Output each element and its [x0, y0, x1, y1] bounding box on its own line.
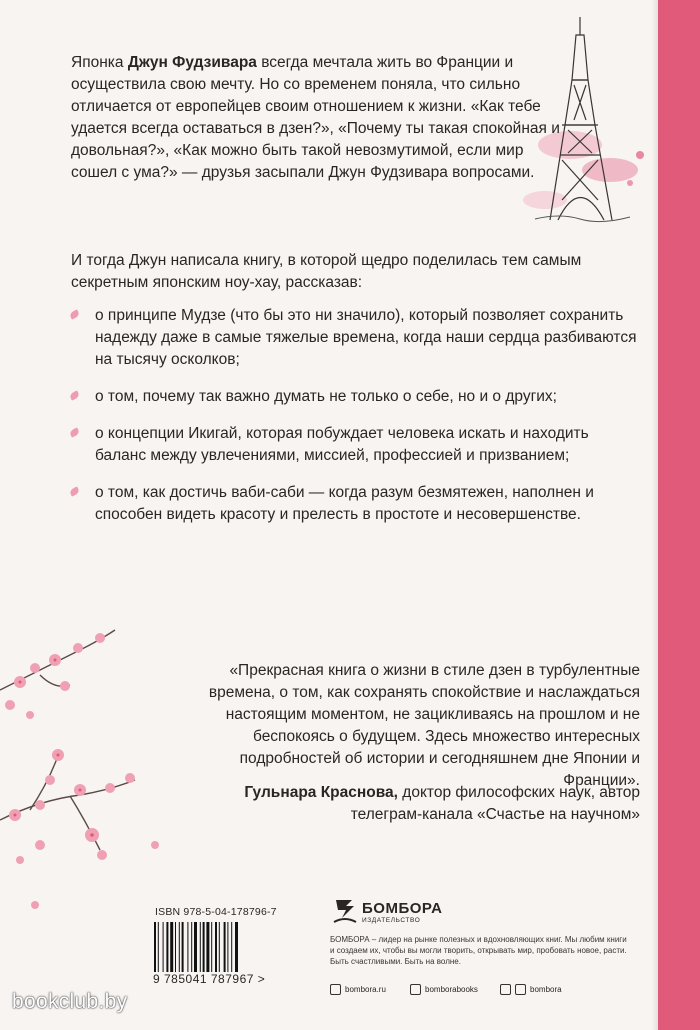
lead-paragraph: И тогда Джун написала книгу, в которой щедро поделилась тем самым секретным японским ноу-хау, рассказав:: [71, 252, 582, 291]
author-name-bold: Джун Фудзивара: [127, 54, 257, 71]
social-telegram-label: bombora: [530, 985, 562, 994]
topics-list: [95, 305, 640, 541]
publisher-logo-text: БОМБОРА: [362, 900, 443, 917]
vk-icon: [410, 984, 421, 995]
bombora-logo-icon: [332, 896, 358, 926]
intro-paragraph: [71, 52, 571, 184]
petal-bullet-icon: [69, 390, 80, 400]
pink-spine-strip: [658, 0, 700, 1030]
review-author: [160, 782, 640, 826]
list-item: [95, 482, 640, 526]
list-item: [95, 423, 640, 467]
barcode-icon: [152, 922, 284, 972]
petal-bullet-icon: [69, 486, 80, 496]
publisher-description: БОМБОРА – лидер на рынке полезных и вдохновляющих книг. Мы любим книги и создаем их, чтобы вы могли творить, открывать мир, пробовать новое, расти. Быть счастливыми. Быть на волне.: [330, 935, 627, 966]
social-vk-label: bomborabooks: [425, 985, 478, 994]
isbn-text: ISBN 978-5-04-178796-7: [155, 906, 277, 918]
petal-bullet-icon: [69, 309, 80, 319]
social-telegram: [500, 984, 562, 995]
intro-lead: Японка: [71, 54, 128, 71]
reviewer-channel: телеграм-канала «Счастье на научном»: [350, 806, 640, 823]
social-site: [330, 984, 386, 995]
list-item: [95, 386, 640, 408]
reviewer-name: Гульнара Краснова,: [244, 784, 398, 801]
list-item-text: о принципе Мудзе (что бы это ни значило), который позволяет сохранить надежду даже в самые тяжелые времена, когда наши сердца разбиваются на тысячу осколков;: [95, 307, 637, 368]
list-item-text: о том, как достичь ваби-саби — когда разум безмятежен, наполнен и способен видеть красоту и прелесть в простоте и несовершенстве.: [95, 484, 594, 523]
petal-bullet-icon: [69, 427, 80, 437]
barcode-number: 9 785041 787967 >: [153, 972, 266, 986]
globe-icon: [330, 984, 341, 995]
social-vk: [410, 984, 478, 995]
publisher-logo-sub: ИЗДАТЕЛЬСТВО: [362, 917, 421, 924]
telegram-icon: [500, 984, 511, 995]
spine-shadow: [652, 0, 658, 1030]
review-quote: «Прекрасная книга о жизни в стиле дзен в турбулентные времена, о том, как сохранять спокойствие и наслаждаться настоящим моментом, не зацикливаясь на прошлом и не беспокоясь о будущем. Здесь множество интересных подробностей об истории и сегодняшнем дне Японии и Франции».: [208, 662, 640, 789]
social-site-label: bombora.ru: [345, 985, 386, 994]
list-item-text: о концепции Икигай, которая побуждает человека искать и находить баланс между увлечениями, миссией, профессией и призванием;: [95, 425, 589, 464]
watermark: bookclub.by: [12, 990, 128, 1013]
list-item: [95, 305, 640, 371]
list-item-text: о том, почему так важно думать не только о себе, но и о других;: [95, 388, 557, 405]
reviewer-title: доктор философских наук, автор: [397, 784, 640, 801]
sakura-branch-illustration: [0, 620, 160, 920]
ok-icon: [515, 984, 526, 995]
intro-text: всегда мечтала жить во Франции и осуществила свою мечту. Но со временем поняла, что сильно отличается от европейцев своим отношением к жизни. «Как тебе удается всегда оставаться в дзен?», «Почему ты такая спокойная и довольная?», «Как можно быть такой невозмутимой, если мир сошел с ума?» — друзья засыпали Джун Фудзивара вопросами.: [71, 54, 560, 181]
